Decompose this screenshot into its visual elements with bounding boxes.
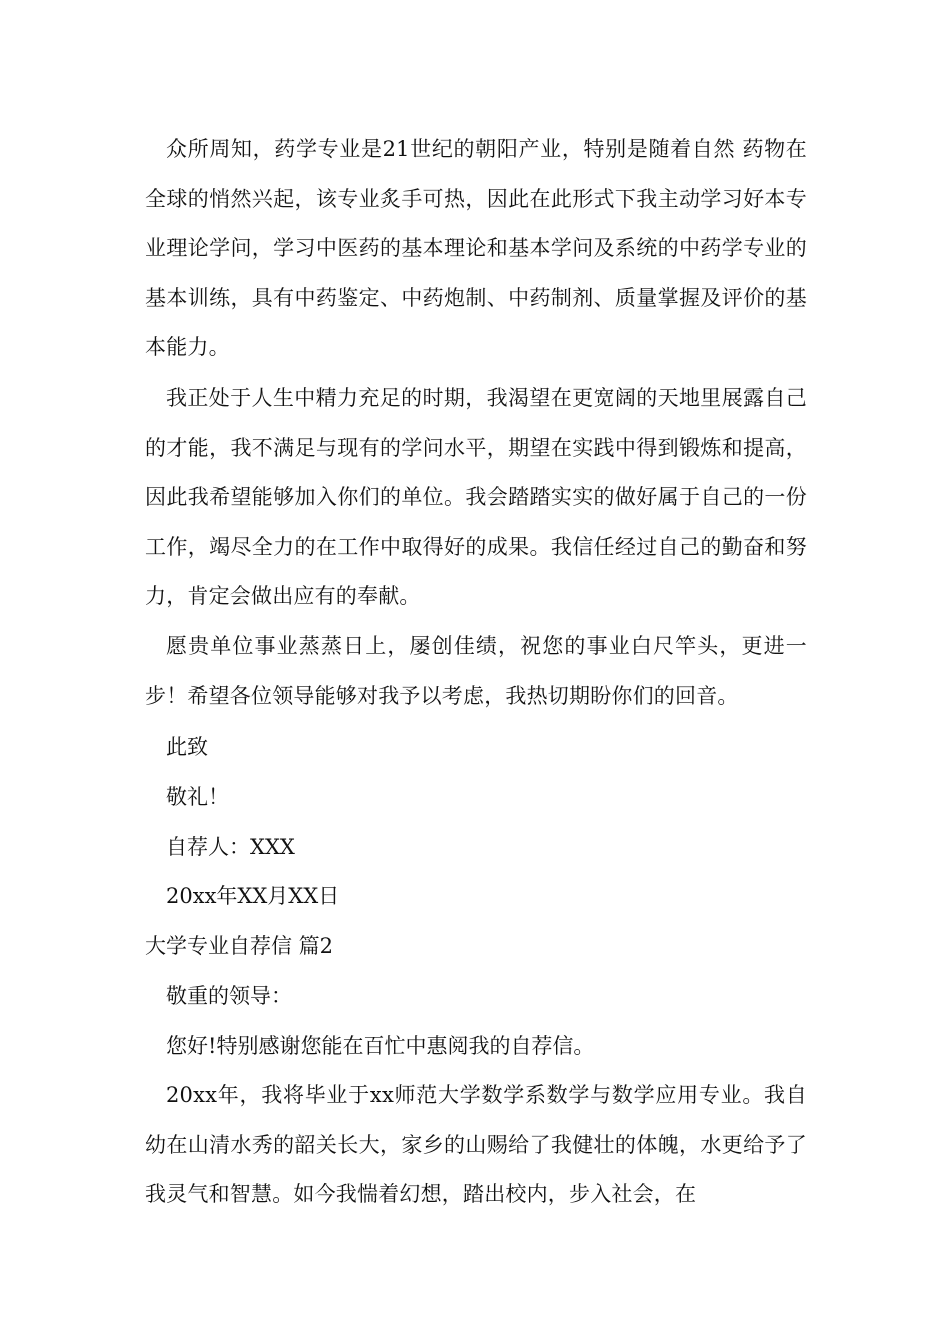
paragraph-intro: 众所周知，药学专业是21世纪的朝阳产业，特别是随着自然 药物在全球的悄然兴起，该专业炙手可热，因此在此形式下我主动学习好本专业理论学问，学习中医药的基本理论和基本学问及系统的中药学专业的基本训练，具有中药鉴定、中药炮制、中药制剂、质量掌握及评价的基本能力。	[145, 137, 807, 359]
closing-signer: 自荐人：XXX	[166, 835, 295, 859]
paragraph-graduation: 20xx年，我将毕业于xx师范大学数学系数学与数学应用专业。我自幼在山清水秀的韶关长大，家乡的山赐给了我健壮的体魄，水更给予了我灵气和智慧。如今我惴着幻想，踏出校内，步入社会，在	[145, 1083, 807, 1206]
paragraph-wishes: 愿贵单位事业蒸蒸日上，屡创佳绩，祝您的事业白尺竿头，更进一步！希望各位领导能够对我予以考虑，我热切期盼你们的回音。	[145, 634, 807, 708]
letter-greeting: 敬重的领导：	[166, 984, 292, 1008]
section-heading: 大学专业自荐信 篇2	[145, 934, 334, 958]
closing-salute: 此致	[166, 735, 208, 759]
paragraph-aspiration: 我正处于人生中精力充足的时期，我渴望在更宽阔的天地里展露自己的才能，我不满足与现有的学问水平，期望在实践中得到锻炼和提高，因此我希望能够加入你们的单位。我会踏踏实实的做好属于自己的一份工作，竭尽全力的在工作中取得好的成果。我信任经过自己的勤奋和努力，肯定会做出应有的奉献。	[145, 386, 807, 608]
letter-hello: 您好!特别感谢您能在百忙中惠阅我的自荐信。	[166, 1034, 595, 1058]
closing-regards: 敬礼！	[166, 785, 229, 809]
closing-date: 20xx年XX月XX日	[166, 884, 340, 908]
